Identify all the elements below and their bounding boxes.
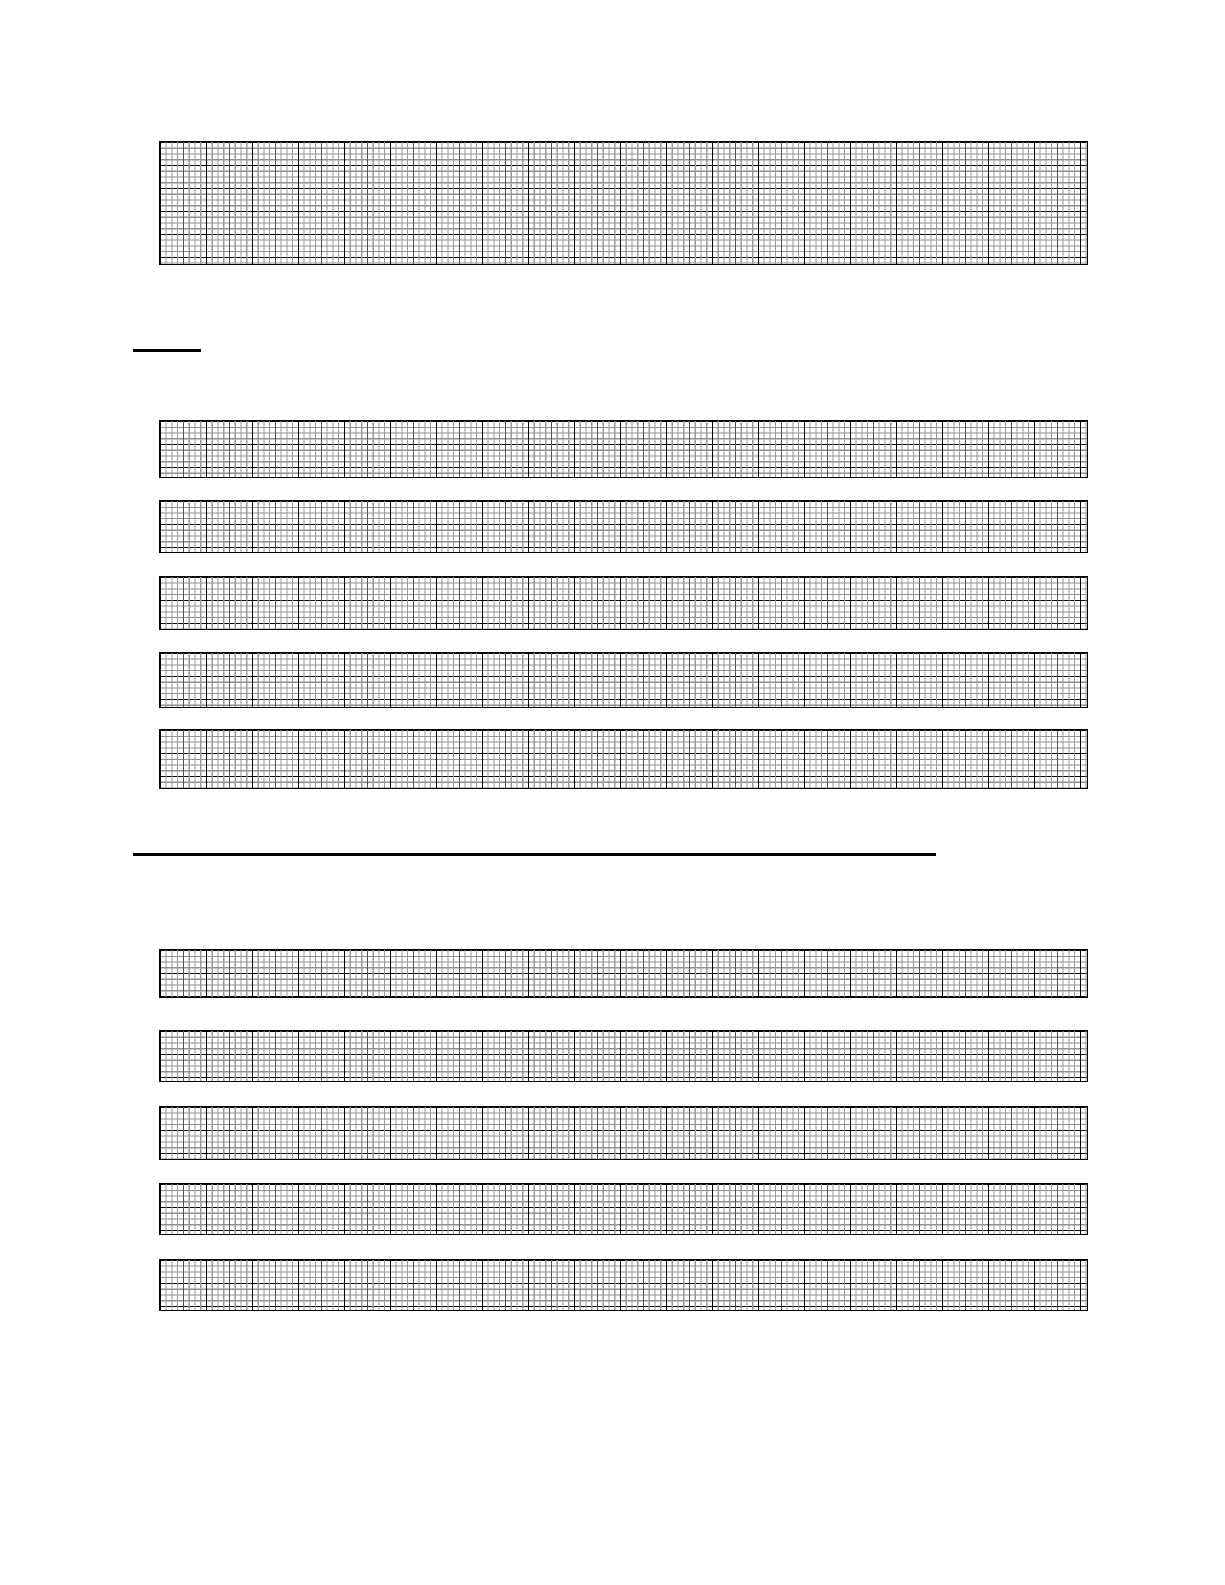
short-underline [133, 349, 201, 352]
answer-grid-4[interactable] [159, 576, 1088, 630]
answer-grid-8[interactable] [159, 1030, 1088, 1082]
answer-grid-9[interactable] [159, 1106, 1088, 1160]
answer-grid-5[interactable] [159, 652, 1088, 708]
answer-grid-7[interactable] [159, 949, 1088, 998]
answer-grid-1[interactable] [159, 141, 1088, 265]
answer-grid-10[interactable] [159, 1183, 1088, 1235]
answer-grid-11[interactable] [159, 1259, 1088, 1311]
section-divider-rule [133, 853, 936, 856]
answer-grid-6[interactable] [159, 729, 1088, 789]
answer-grid-3[interactable] [159, 500, 1088, 553]
answer-grid-2[interactable] [159, 420, 1088, 478]
